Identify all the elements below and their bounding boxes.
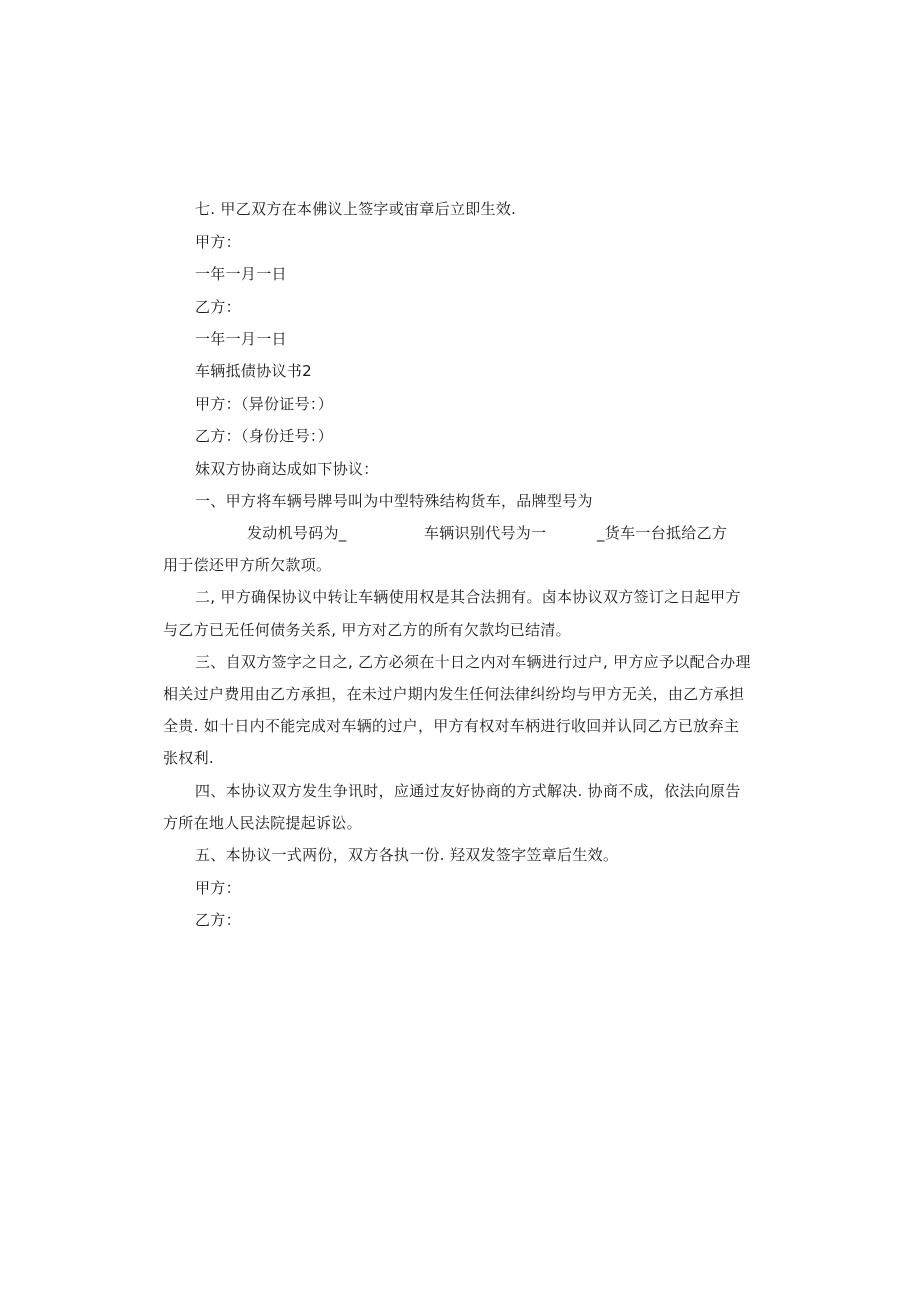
clause-3-line-1: 三、自双方签字之日之, 乙方必须在十日之内对车辆进行过户, 甲方应予以配合办理 (195, 653, 751, 671)
clause-7: 七. 甲乙双方在本佛议上签字或宙章后立即生效. (195, 200, 517, 218)
party-b-label: 乙方： (195, 298, 241, 316)
clause-4-line-1: 四、本协议双方发生争讯时，应通过友好协商的方式解决. 协商不成，依法向原告 (195, 782, 741, 800)
clause-3-line-2: 相关过户费用由乙方承担，在未过户期内发生任何法律纠纷均与甲方无关，由乙方承担 (163, 685, 745, 703)
intro-line: 妹双方协商达成如下协议： (195, 460, 379, 478)
clause-3-line-3: 全贵. 如十日内不能完成对车辆的过户，甲方有权对车柄进行收回并认同乙方已放弃主 (163, 717, 740, 735)
party-a-label: 甲方： (195, 233, 241, 251)
party-a-signature-label: 甲方： (195, 879, 241, 897)
date-line: 一年一月一日 (195, 330, 287, 348)
clause-1-vin: 车辆识别代号为一 (424, 524, 547, 542)
clause-1-line-3: 用于偿还甲方所欠款项。 (163, 556, 332, 574)
clause-4-line-2: 方所在地人民法院提起诉讼。 (163, 814, 362, 832)
date-line: 一年一月一日 (195, 265, 287, 283)
clause-1-truck: _货车一台抵给乙方 (597, 524, 728, 542)
party-b-signature-label: 乙方： (195, 911, 241, 929)
clause-1-line-1: 一、甲方将车辆号牌号叫为中型特殊结构货车，品牌型号为 (195, 492, 593, 510)
clause-2-line-1: 二, 甲方确保协议中转让车辆使用权是其合法拥有。卤本协议双方签订之日起甲方 (195, 588, 741, 606)
clause-1-engine-number: 发动机号码为_ (247, 524, 347, 542)
clause-5: 五、本协议一式两份，双方各执一份. 羟双发签字笠章后生效。 (195, 846, 619, 864)
clause-3-line-4: 张权利. (163, 749, 214, 767)
party-b-id-line: 乙方：（身份迁号：） (195, 427, 334, 445)
party-a-id-line: 甲方：（异份证号：） (195, 395, 334, 413)
agreement-title: 车辆抵债协议书2 (195, 362, 312, 380)
clause-2-line-2: 与乙方已无任何债务关系, 甲方对乙方的所有欠款均已结清。 (163, 621, 571, 639)
